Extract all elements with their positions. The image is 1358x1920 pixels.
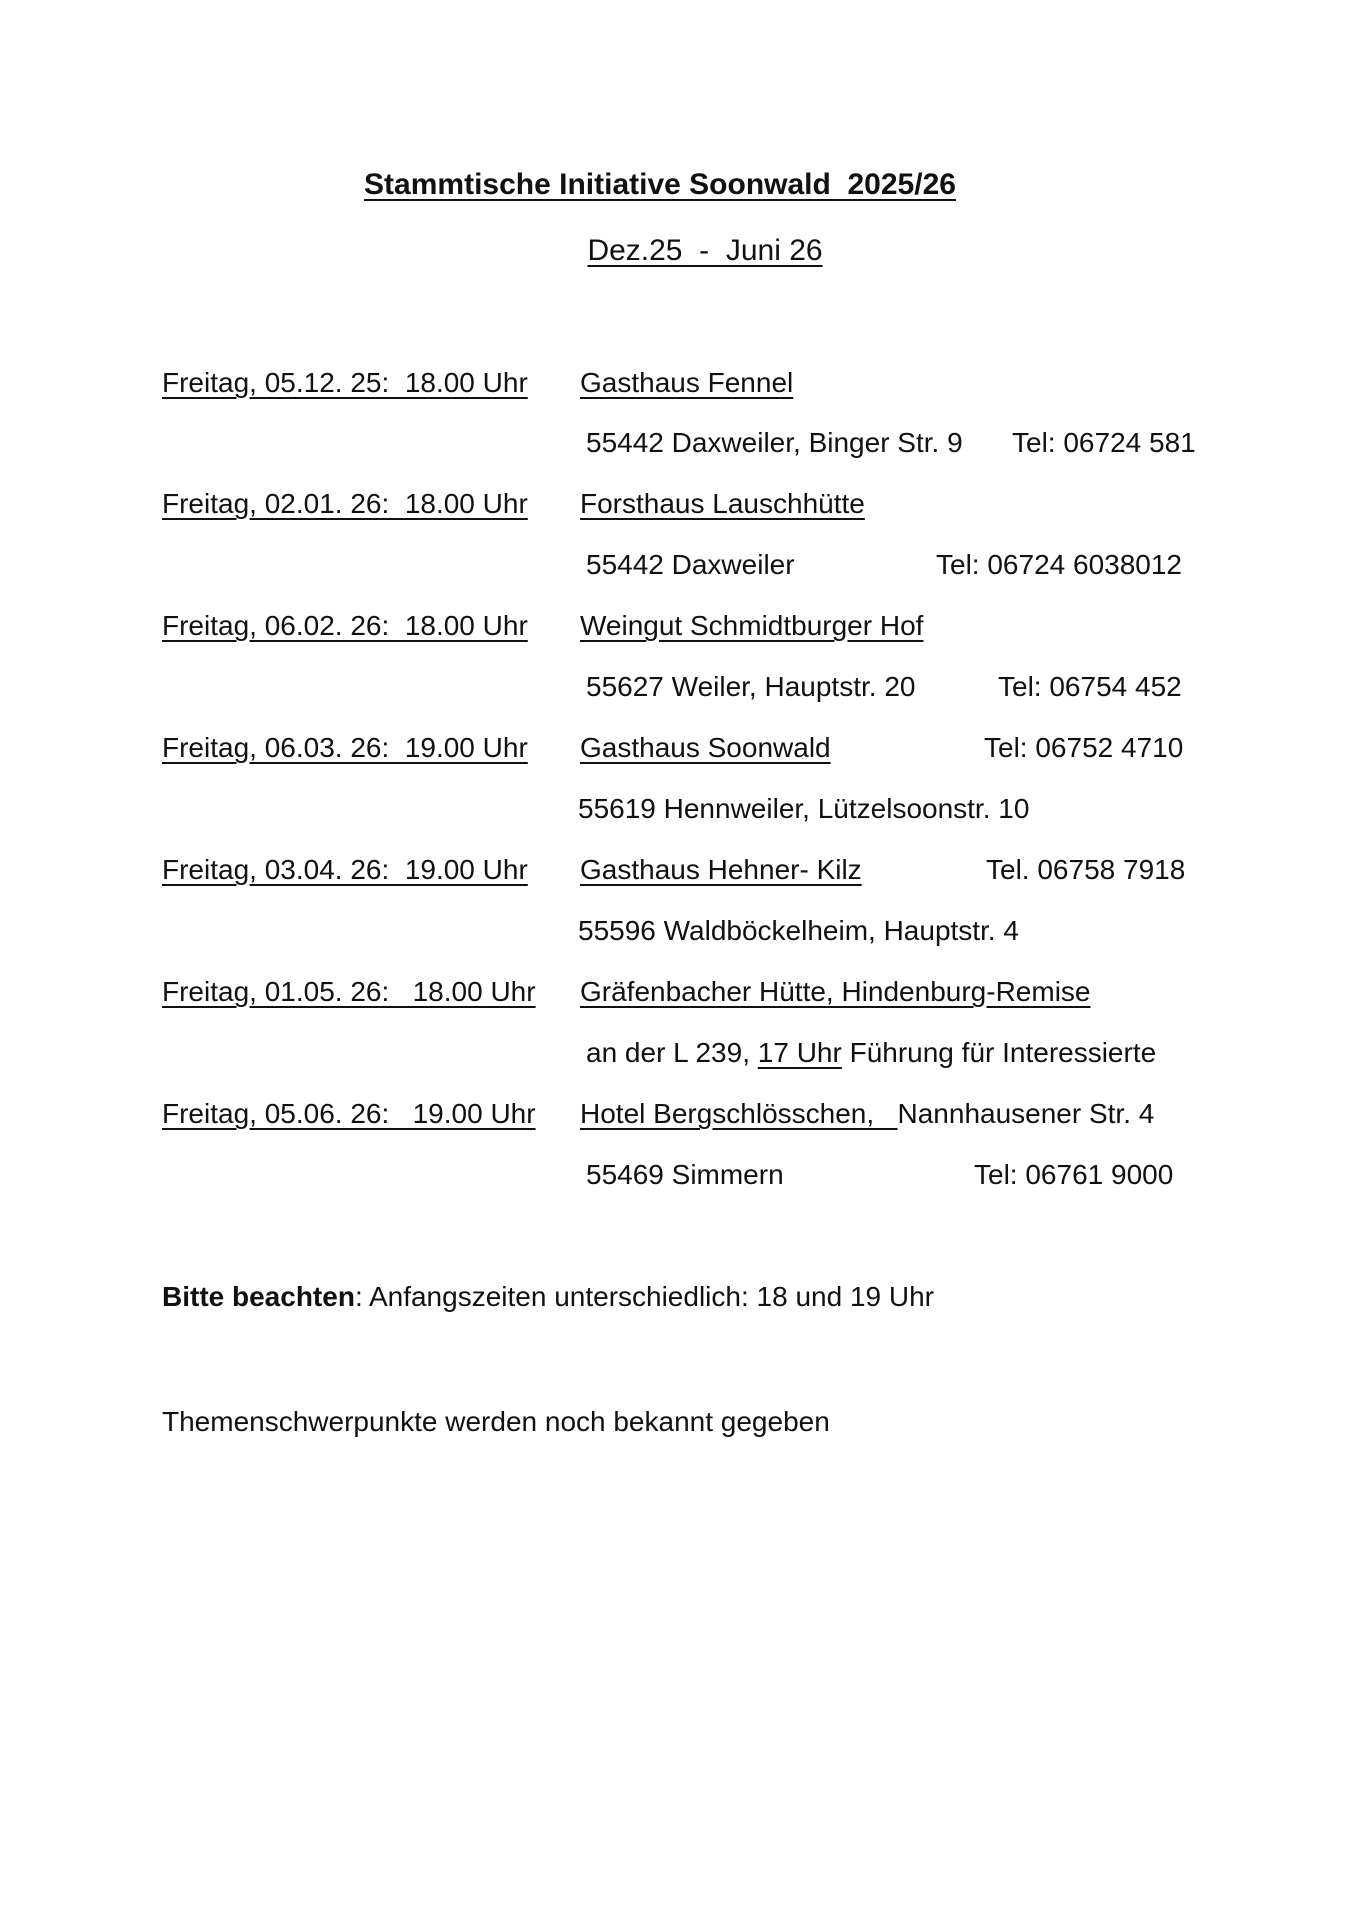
event-phone: Tel: 06724 6038012 xyxy=(936,549,1182,580)
event-venue: Weingut Schmidtburger Hof xyxy=(580,610,924,641)
event-date: Freitag, 03.04. 26: 19.00 Uhr xyxy=(162,854,528,885)
event-venue: Gasthaus Soonwald xyxy=(580,732,831,763)
event-date: Freitag, 06.02. 26: 18.00 Uhr xyxy=(162,610,528,641)
note-label: Bitte beachten xyxy=(162,1281,355,1312)
event-address: 55469 Simmern xyxy=(586,1159,784,1190)
event-venue: Forsthaus Lauschhütte xyxy=(580,488,865,519)
event-phone: Tel: 06754 452 xyxy=(998,671,1182,702)
event-address: 55619 Hennweiler, Lützelsoonstr. 10 xyxy=(578,793,1030,824)
page-subtitle: Dez.25 - Juni 26 xyxy=(587,234,823,267)
tour-time: 17 Uhr xyxy=(757,1037,842,1068)
page-title: Stammtische Initiative Soonwald 2025/26 xyxy=(364,168,956,201)
venue-street: Nannhausener Str. 4 xyxy=(897,1098,1155,1129)
note-start-times xyxy=(162,1280,934,1314)
event-address xyxy=(586,1036,1156,1070)
tour-note: Führung für Interessierte xyxy=(841,1037,1157,1068)
event-venue: Gräfenbacher Hütte, Hindenburg-Remise xyxy=(580,976,1091,1007)
note-text: : Anfangszeiten unterschiedlich: 18 und 19 Uhr xyxy=(354,1281,934,1312)
event-venue xyxy=(580,1097,1154,1131)
address-text: an der L 239, xyxy=(586,1037,758,1068)
event-date: Freitag, 06.03. 26: 19.00 Uhr xyxy=(162,732,528,763)
event-venue: Gasthaus Fennel xyxy=(580,367,794,398)
event-phone: Tel. 06758 7918 xyxy=(986,854,1186,885)
event-address: 55596 Waldböckelheim, Hauptstr. 4 xyxy=(578,915,1019,946)
event-date: Freitag, 01.05. 26: 18.00 Uhr xyxy=(162,976,536,1007)
event-address: 55442 Daxweiler xyxy=(586,549,795,580)
event-venue: Gasthaus Hehner- Kilz xyxy=(580,854,862,885)
event-date: Freitag, 05.06. 26: 19.00 Uhr xyxy=(162,1098,536,1129)
event-phone: Tel: 06752 4710 xyxy=(984,732,1184,763)
event-date: Freitag, 02.01. 26: 18.00 Uhr xyxy=(162,488,528,519)
event-phone: Tel: 06761 9000 xyxy=(974,1159,1174,1190)
event-address: 55442 Daxweiler, Binger Str. 9 xyxy=(586,427,963,458)
event-address: 55627 Weiler, Hauptstr. 20 xyxy=(586,671,916,702)
note-topics: Themenschwerpunkte werden noch bekannt gegeben xyxy=(162,1406,830,1437)
event-phone: Tel: 06724 581 xyxy=(1012,427,1196,458)
venue-name: Hotel Bergschlösschen, xyxy=(580,1098,898,1129)
event-date: Freitag, 05.12. 25: 18.00 Uhr xyxy=(162,367,528,398)
